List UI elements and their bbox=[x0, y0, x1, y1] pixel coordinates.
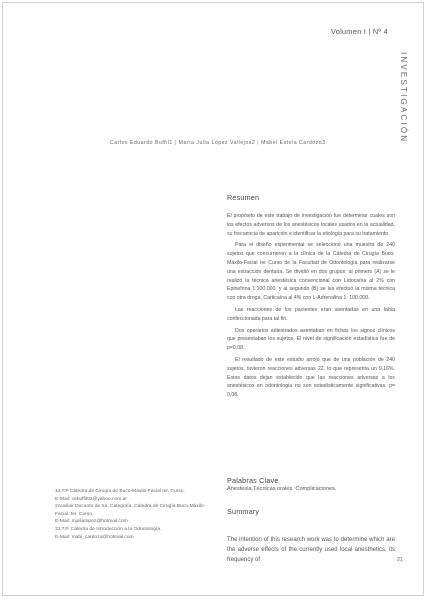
note-2-email: E-Mail: mjuliatopez@hotmail.com bbox=[55, 519, 128, 525]
note-1: 1J.T.P Cátedra de Cirugía de Buco-Máxilo-Facial Ier. Curso. bbox=[55, 489, 185, 494]
keywords-text: Anestesia.Técnicas orales. Complicaciones. bbox=[227, 486, 337, 492]
resumen-paragraph-4: Dos operarios adiestrados asentaban en fichas los signos clínicos que presentaban los sujetos. El nivel de significación estadística fue de p=0,08. bbox=[227, 327, 395, 352]
author-separator: | bbox=[174, 140, 177, 146]
page-number: 21 bbox=[397, 557, 403, 563]
note-3: 3J.T.P. Cátedra de Introducción a la Odontología. bbox=[55, 526, 162, 532]
resumen-body bbox=[227, 212, 395, 403]
volume-label: Volumen I | Nº 4 bbox=[330, 27, 388, 36]
resumen-heading: Resumen bbox=[227, 193, 260, 202]
author-3: Mabel Estela Cardozo3 bbox=[261, 140, 326, 146]
author-1: Carlos Eduardo Buffil1 bbox=[110, 140, 173, 146]
note-1-email: E-Mail: cebuffil02@yahoo.com.ar bbox=[55, 496, 128, 502]
resumen-paragraph-2: Para el diseño experimental se seleccionó una muestra de 240 sujetos que concurrieron a la clínica de la Cátedra de Cirugía Buco-Máxilo-Facial Ier Curso de la Facultad de Odontología para realizarse una extracción dentaria. Se dividió en dos grupos: al primero (A) se le realizó la técnica anestésica convencional con Lidocaína al 2% con Epinefrina 1:100.000, y al segundo (B) se les efectuó la misma técnica con otra droga, Carticaína al 4% con L-Adrenalina 1: 100.000. bbox=[227, 242, 395, 302]
authors-line bbox=[110, 140, 410, 146]
summary-heading: Summary bbox=[227, 507, 260, 516]
section-label: INVESTIGACIÓN bbox=[399, 52, 408, 144]
resumen-paragraph-5: El resultado de este estudio arrojó que de una población de 240 sujetos, tuvieron reacciones adversas 22, lo que representa un 9,16%. Estos datos dejan establecido que las reacciones adversas a los anestésicos en odontología no son estadísticamente significativas. p= 0,08. bbox=[227, 356, 395, 399]
resumen-paragraph-3: Las reacciones de los pacientes eran asentadas en una tabla confeccionada para tal fin. bbox=[227, 306, 395, 322]
author-notes bbox=[55, 488, 215, 541]
keywords-heading: Palabras Clave bbox=[227, 476, 279, 485]
note-2: 2Auxiliar Docente de Ira. Categoría. Cátedra de Cirugía Buco-Máxilo-Facial. Ier. Curso. bbox=[55, 504, 206, 517]
author-separator: | bbox=[257, 140, 260, 146]
note-3-email: E-Mail: mabi_cardozo@hotmail.com bbox=[55, 534, 134, 540]
summary-text: The intention of this research work was to determine which are the adverse effects of the currently used local anesthetics, its frequency of bbox=[227, 537, 395, 563]
resumen-paragraph-1: El propósito de este trabajo de investigación fue determinar cuales son los efectos adversos de los anestésicos locales usados en la actualidad, su frecuencia de aparición e identificar la etiología para su tratamiento. bbox=[227, 213, 395, 237]
author-2: María Julia López Vallejos2 bbox=[178, 140, 256, 146]
